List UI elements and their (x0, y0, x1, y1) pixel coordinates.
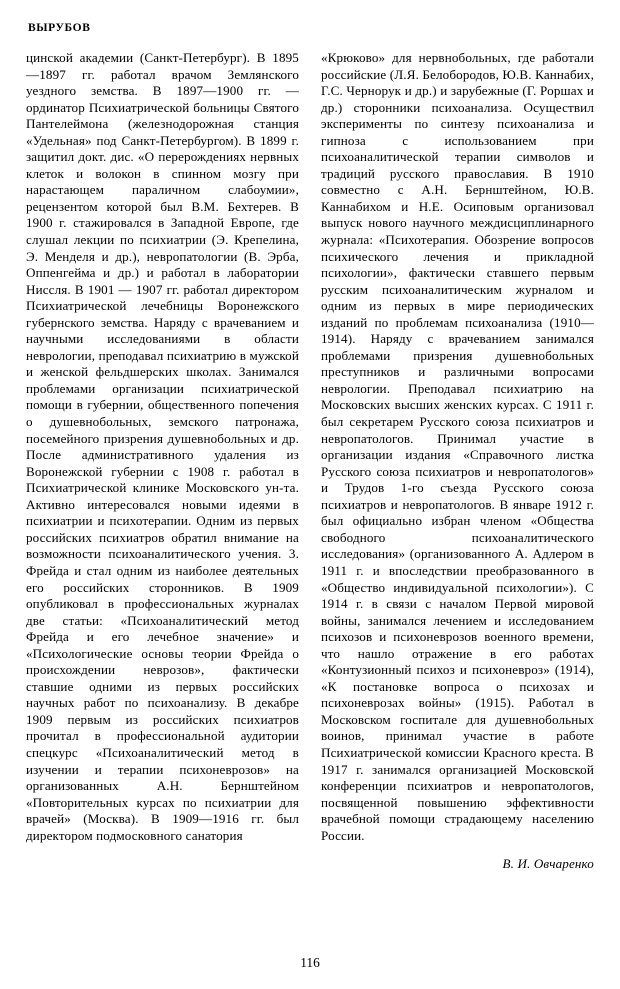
column-right-text: «Крюково» для нервнобольных, где работали российские (Л.Я. Белобородов, Ю.В. Каннабих, Г.С. Чернорук и др.) и зарубежные (Г. Роршах и др.) сторонники психоанализа. Осуществил эксперименты по синтезу психоанализа и гипноза с использованием при психоаналитической терапии символов и традиций русского православия. В 1910 совместно с А.Н. Бернштейном, Ю.В. Каннабихом и Н.Е. Осиповым организовал выпуск нового научного междисциплинарного журнала: «Психотерапия. Обозрение вопросов психического лечения и прикладной психологии», фактически ставшего первым русским психоаналитическим журналом и одним из первых в мире периодических изданий по проблемам психоанализа (1910—1914). Наряду с врачеванием занимался проблемами призрения душевнобольных преступников и различными вопросами неврологии. Преподавал психиатрию на Московских высших женских курсах. С 1911 г. был секретарем Русского союза психиатров и невропатологов. Принимал участие в организации издания «Справочного листка Русского союза психиатров и невропатологов» и Трудов 1-го съезда Русского союза психиатров и невропатологов. В январе 1912 г. был официально избран членом «Общества свободного психоаналитического исследования» (организованного А. Адлером в 1911 г. и впоследствии преобразованного в «Общество индивидуальной психологии»). С 1914 г. в связи с началом Первой мировой войны, занимался лечением и исследованием психозов и психоневрозов военного времени, что нашло отражение в его работах «Контузионный психоз и психоневроз» (1914), «К постановке вопроса о психозах и психоневрозах войны» (1915). Работал в Московском госпитале для душевнобольных воинов, принимал участие в работе Психиатрической комиссии Красного креста. В 1917 г. занимался организацией Московской конференции психиатров и невропатологов, посвященной повышению эффективности врачебной помощи страдающему населению России. (321, 50, 594, 843)
column-right (321, 50, 594, 873)
column-left (26, 50, 299, 844)
author-signature: В. И. Овчаренко (502, 856, 594, 872)
running-head: ВЫРУБОВ (28, 22, 91, 34)
column-left-text: цинской академии (Санкт-Петербург). В 1895—1897 гг. работал врачом Землянского уездного земства. В 1897—1900 гг. — ординатор Психиатрической больницы Святого Пантелеймона (железнодорожная станция «Удельная» под Санкт-Петербургом). В 1899 г. защитил докт. дис. «О перерождениях нервных клеток и волокон в спинном мозгу при нарастающем параличном слабоумии», рецензентом которой был В.М. Бехтерев. В 1900 г. стажировался в Западной Европе, где слушал лекции по психиатрии (Э. Крепелина, Э. Менделя и др.), невропатологии (В. Эрба, Оппенгейма и др.) и работал в лаборатории Нисcля. В 1901 — 1907 гг. работал директором Психиатрической лечебницы Воронежского губернского земства. Наряду с врачеванием и научными исследованиями в области неврологии, преподавал психиатрию в мужской и женской фельдшерских школах. Занимался проблемами организации психиатрической помощи в губернии, общественного попечения о душевнобольных, земского патронажа, посемейного призрения душевнобольных и др. После административного удаления из Воронежской губернии с 1908 г. работал в Психиатрической клинике Московского ун-та. Активно интересовался новыми идеями в психиатрии и психотерапии. Одним из первых российских психиатров обратил внимание на возможности психоаналитического учения. 3. Фрейда и стал одним из наиболее деятельных его российских сторонников. В 1909 опубликовал в профессиональных журналах две статьи: «Психоаналитический метод Фрейда и его лечебное значение» и «Психологические основы теории Фрейда о происхождении неврозов», фактически ставшие одними из первых российских научных работ по психоанализу. В декабре 1909 первым из российских психиатров прочитал в профессиональной аудитории спецкурс «Психоаналитический метод в изучении и терапии психоневрозов» на организованных А.Н. Бернштейном «Повторительных курсах по психиатрии для врачей» (Москва). В 1909—1916 гг. был директором подмосковного санатория (26, 50, 299, 843)
two-column-body (26, 50, 594, 873)
page-number: 116 (300, 955, 320, 970)
